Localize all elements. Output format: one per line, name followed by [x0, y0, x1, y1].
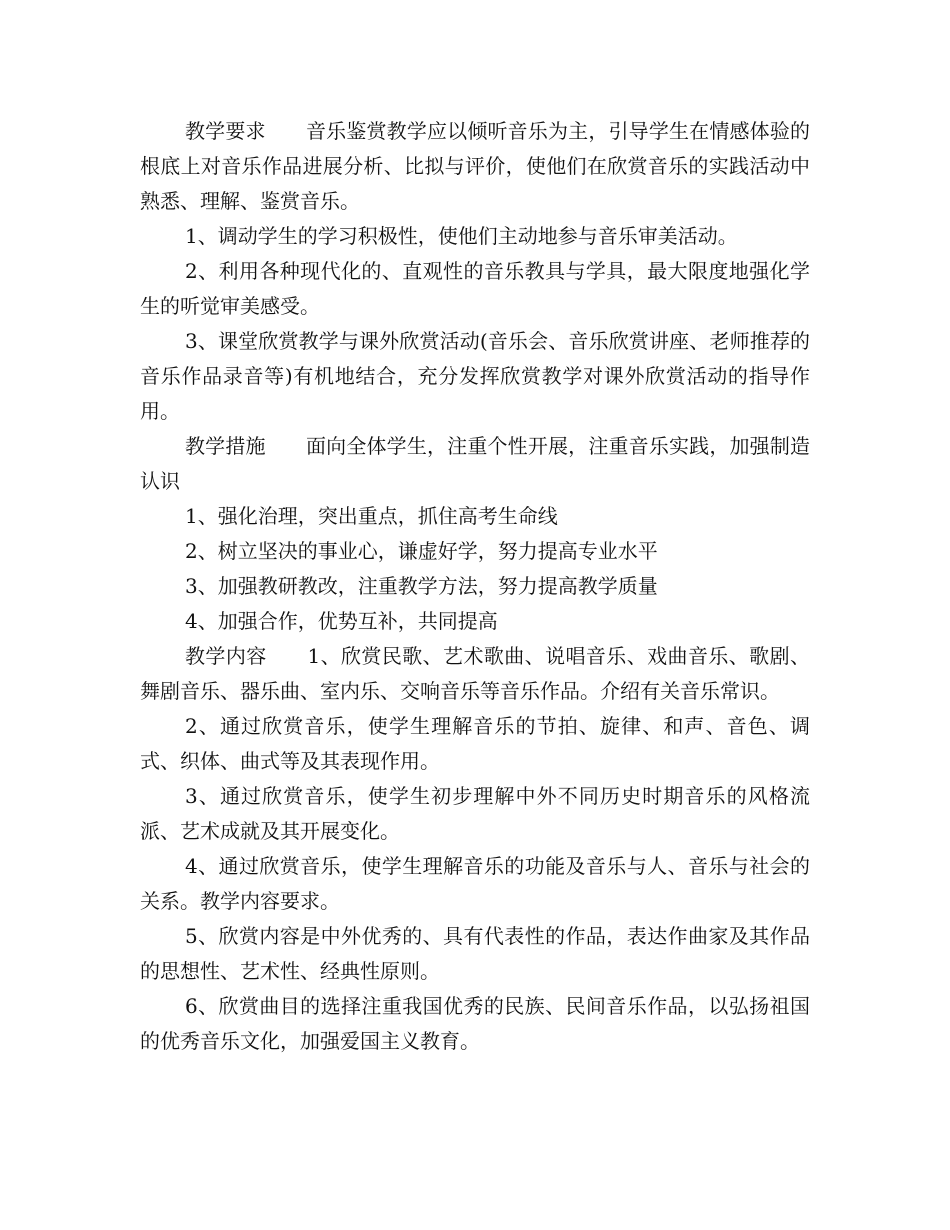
paragraph-requirement-1: 1、调动学生的学习积极性，使他们主动地参与音乐审美活动。: [185, 224, 738, 248]
paragraph-content-4: 4、通过欣赏音乐，使学生理解音乐的功能及音乐与人、音乐与社会的关系。教学内容要求。: [140, 854, 810, 913]
paragraph-requirement-3: 3、课堂欣赏教学与课外欣赏活动(音乐会、音乐欣赏讲座、老师推荐的音乐作品录音等)有机地结合，充分发挥欣赏教学对课外欣赏活动的指导作用。: [140, 329, 810, 423]
paragraph-measure-1: 1、强化治理，突出重点，抓住高考生命线: [185, 504, 558, 528]
paragraph-teaching-requirements: 教学要求 音乐鉴赏教学应以倾听音乐为主，引导学生在情感体验的根底上对音乐作品进展分析、比拟与评价，使他们在欣赏音乐的实践活动中熟悉、理解、鉴赏音乐。: [140, 119, 810, 213]
paragraph-teaching-content: 教学内容 1、欣赏民歌、艺术歌曲、说唱音乐、戏曲音乐、歌剧、舞剧音乐、器乐曲、室内乐、交响音乐等音乐作品。介绍有关音乐常识。: [140, 644, 810, 703]
paragraph-measure-3: 3、加强教研教改，注重教学方法，努力提高教学质量: [185, 574, 658, 598]
paragraph-content-2: 2、通过欣赏音乐，使学生理解音乐的节拍、旋律、和声、音色、调式、织体、曲式等及其表现作用。: [140, 714, 810, 773]
paragraph-content-6: 6、欣赏曲目的选择注重我国优秀的民族、民间音乐作品，以弘扬祖国的优秀音乐文化，加强爱国主义教育。: [140, 994, 810, 1053]
paragraph-content-5: 5、欣赏内容是中外优秀的、具有代表性的作品，表达作曲家及其作品的思想性、艺术性、经典性原则。: [140, 924, 810, 983]
paragraph-measure-2: 2、树立坚决的事业心，谦虚好学，努力提高专业水平: [185, 539, 658, 563]
paragraph-requirement-2: 2、利用各种现代化的、直观性的音乐教具与学具，最大限度地强化学生的听觉审美感受。: [140, 259, 810, 318]
paragraph-measure-4: 4、加强合作，优势互补，共同提高: [185, 609, 498, 633]
paragraph-teaching-measures: 教学措施 面向全体学生，注重个性开展，注重音乐实践，加强制造认识: [140, 434, 810, 493]
paragraph-content-3: 3、通过欣赏音乐，使学生初步理解中外不同历史时期音乐的风格流派、艺术成就及其开展变化。: [140, 784, 810, 843]
document-body: [140, 114, 810, 1059]
